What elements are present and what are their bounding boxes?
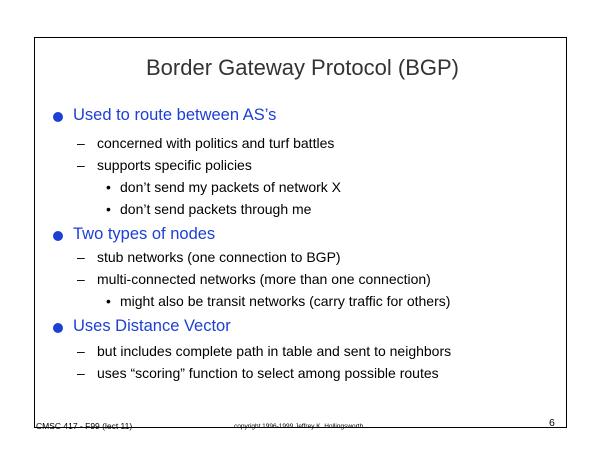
dash-marker: – (77, 365, 85, 381)
sub-politics: concerned with politics and turf battles (97, 135, 335, 151)
sub-stub-networks: stub networks (one connection to BGP) (97, 249, 341, 265)
subsub-transit: might also be transit networks (carry traffic for others) (120, 293, 451, 309)
bullet-dot (53, 231, 63, 241)
slide-title: Border Gateway Protocol (BGP) (145, 55, 459, 80)
bullet-dot (53, 323, 63, 333)
dash-marker: – (77, 135, 85, 151)
bullet-distance-vector: Uses Distance Vector (73, 317, 231, 335)
sub-scoring-function: uses “scoring” function to select among possible routes (97, 365, 439, 381)
dash-marker: – (77, 271, 85, 287)
footer-course: CMSC 417 - F99 (lect 11) (36, 421, 133, 431)
page-number: 6 (549, 417, 555, 429)
small-bullet-marker: • (106, 179, 111, 195)
small-bullet-marker: • (106, 293, 111, 309)
dash-marker: – (77, 157, 85, 173)
dash-marker: – (77, 343, 85, 359)
bullet-two-types: Two types of nodes (73, 225, 216, 243)
small-bullet-marker: • (106, 201, 111, 217)
subsub-network-x: don’t send my packets of network X (120, 179, 341, 195)
subsub-through-me: don’t send packets through me (120, 201, 312, 217)
dash-marker: – (77, 249, 85, 265)
footer-copyright: copyright 1996-1999 Jeffrey K. Hollingsworth (234, 423, 364, 430)
bullet-used-to-route: Used to route between AS’s (73, 106, 277, 124)
bullet-dot (53, 112, 63, 122)
sub-policies: supports specific policies (97, 157, 252, 173)
sub-complete-path: but includes complete path in table and sent to neighbors (97, 343, 452, 359)
sub-multi-connected: multi-connected networks (more than one connection) (97, 271, 431, 287)
